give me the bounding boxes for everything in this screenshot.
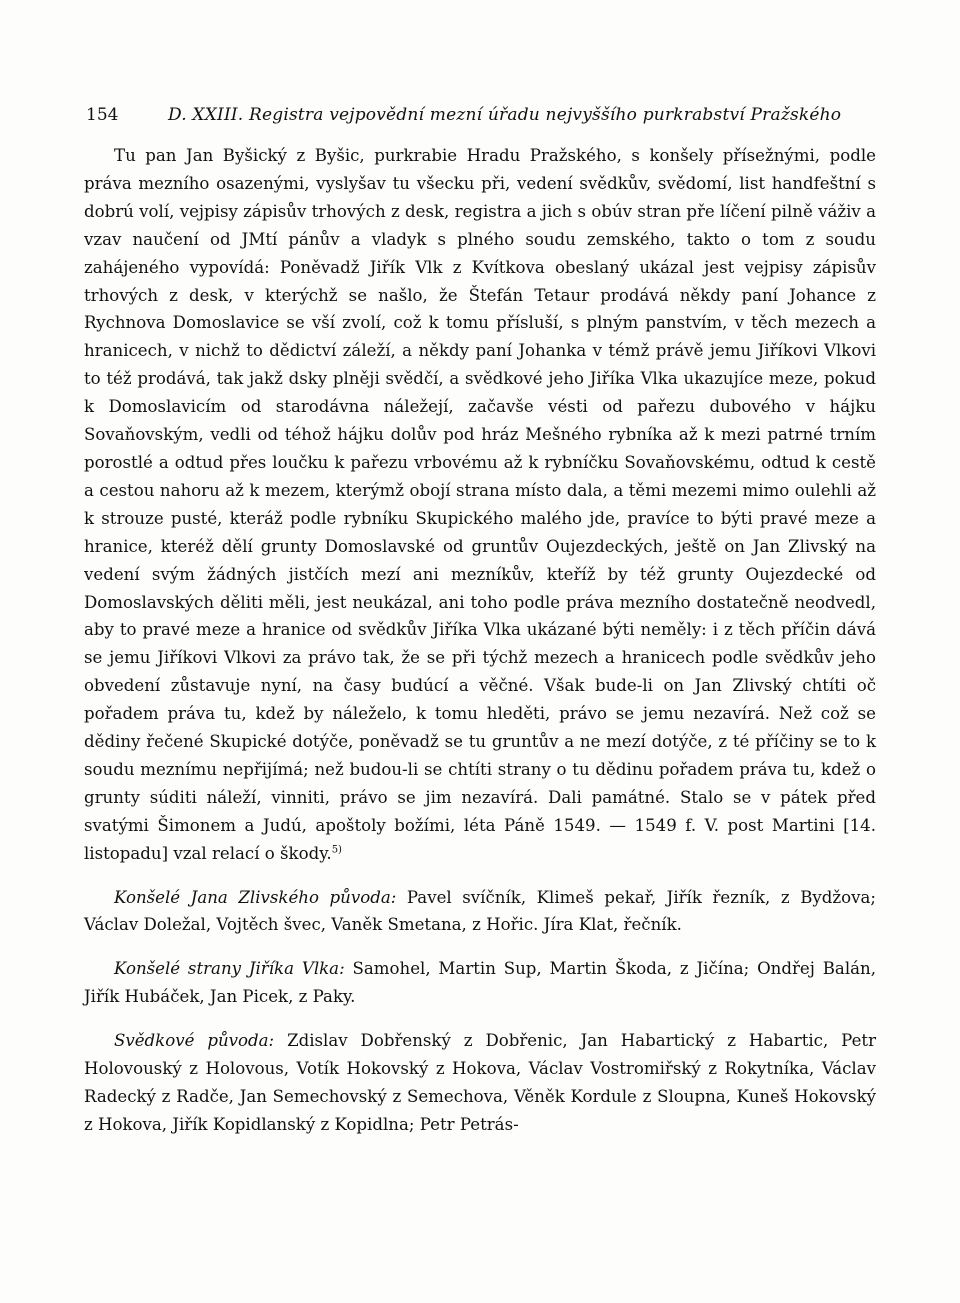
- witnesses-text: Zdislav Dobřenský z Dobřenic, Jan Habartický z Habartic, Petr Holovouský z Holovous, Votík Hokovský z Hokova, Václav Vostromiřský z Rokytníka, Václav Radecký z Radče, Jan Semechovský z Semechova, Věněk Kordule z Sloupna, Kuneš Hokovský z Hokova, Jiřík Kopidlanský z Kopidlna; Petr Petrás-: [84, 1031, 877, 1134]
- witnesses-label: Svědkové původa:: [114, 1031, 275, 1051]
- witnesses-paragraph: [84, 1027, 876, 1139]
- councillors-plaintiff-label: Konšelé Jana Zlivského původa:: [114, 887, 397, 907]
- text-body: [84, 142, 876, 1139]
- councillors-plaintiff-paragraph: [84, 884, 876, 940]
- councillors-defendant-label: Konšelé strany Jiříka Vlka:: [114, 959, 345, 979]
- page-number: 154: [86, 105, 119, 125]
- councillors-defendant-text: Samohel, Martin Sup, Martin Škoda, z Jičína; Ondřej Balán, Jiřík Hubáček, Jan Picek, z Paky.: [84, 959, 876, 1007]
- verdict-paragraph: [84, 142, 876, 868]
- councillors-plaintiff-text: Pavel svíčník, Klimeš pekař, Jiřík řezník, z Bydžova; Václav Doležal, Vojtěch švec, Vaněk Smetana, z Hořic. Jíra Klat, řečník.: [84, 887, 876, 935]
- running-title: D. XXIII. Registra vejpovědní mezní úřadu nejvyššího purkrabství Pražského: [168, 105, 842, 125]
- councillors-defendant-paragraph: [84, 955, 876, 1011]
- running-header: [86, 104, 886, 126]
- footnote-mark: 5): [331, 844, 342, 856]
- verdict-text: Tu pan Jan Byšický z Byšic, purkrabie Hradu Pražského, s konšely přísežnými, podle práva mezního osazenými, vyslyšav tu všecku při, vedení svědkův, svědomí, list handfeštní s dobrú volí, vejpisy zápisův trhových z desk, registra a jich s obúv stran pře líčení pilně váživ a vzav naučení od JMtí pánův a vladyk s plného soudu zemského, takto o tom z soudu zahájeného vypovídá: Poněvadž Jiřík Vlk z Kvítkova obeslaný ukázal jest vejpisy zápisův trhových z desk, v kterýchž se našlo, že Štefán Tetaur prodává někdy paní Johance z Rychnova Domoslavice se vší zvolí, což k tomu přísluší, s plným panstvím, v těch mezech a hranicech, v nichž to dědictví záleží, a někdy paní Johanka v témž právě jemu Jiříkovi Vlkovi to též prodává, tak jakž dsky plněji svědčí, a svědkové jeho Jiříka Vlka ukazujíce meze, pokud k Domoslavicím od starodávna náležejí, začavše vésti od pařezu dubového v hájku Sovaňovským, vedli od téhož hájku dolův pod hráz Mešného rybníka až k mezi patrné trním porostlé a odtud přes loučku k pařezu vrbovému až k rybníčku Sovaňovskému, odtud k cestě a cestou nahoru až k mezem, kterýmž obojí strana místo dala, a těmi mezemi mimo oulehli až k strouze pusté, kteráž podle rybníku Skupického malého jde, pravíce to býti pravé meze a hranice, kteréž dělí grunty Domoslavské od gruntův Oujezdeckých, ještě on Jan Zlivský na vedení svým žádných jistčích mezí ani mezníkův, kteříž by též grunty Oujezdecké od Domoslavských děliti měli, jest neukázal, ani toho podle práva mezního dostatečně neodvedl, aby to pravé meze a hranice od svědkův Jiříka Vlka ukázané býti neměly: i z těch příčin dává se jemu Jiříkovi Vlkovi za právo tak, že se při týchž mezech a hranicech podle svědkův jeho obvedení zůstavuje nyní, na časy budúcí a věčné. Však bude-li on Jan Zlivský chtíti oč pořadem práva tu, kdež by náleželo, k tomu hleděti, právo se jemu nezavírá. Než což se dědiny řečené Skupické dotýče, poněvadž se tu gruntův a ne mezí dotýče, z té příčiny se to k soudu meznímu nepřijímá; než budou-li se chtíti strany o tu dědinu pořadem práva tu, kdež o grunty súditi náleží, vinniti, právo se jim nezavírá. Dali památné. Stalo se v pátek před svatými Šimonem a Judú, apoštoly božími, léta Páně 1549. — 1549 f. V. post Martini [14. listopadu] vzal relací o škody.: [84, 146, 876, 863]
